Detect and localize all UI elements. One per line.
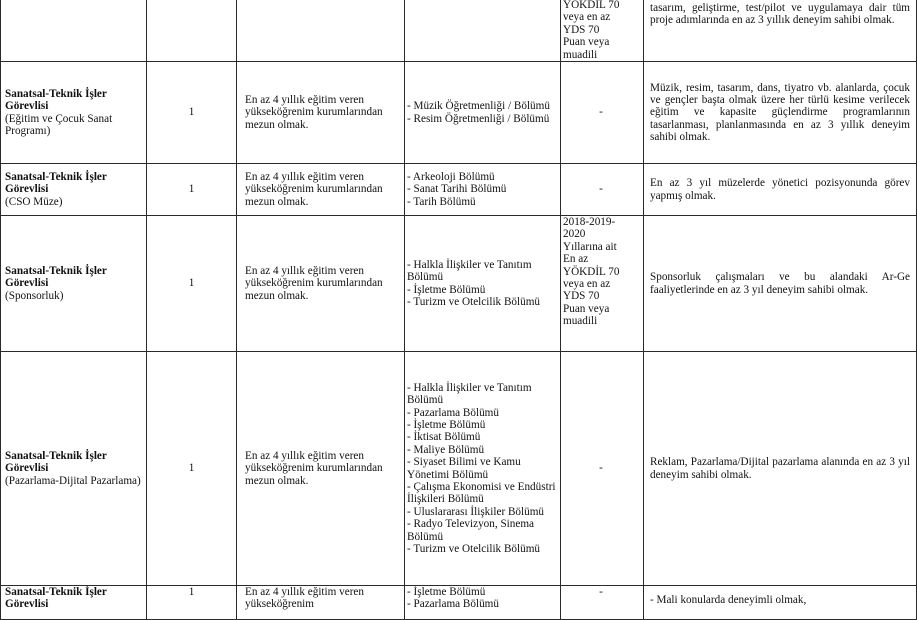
- position-cell: Sanatsal-Teknik İşler Görevlisi (Pazarlama-Dijital Pazarlama): [1, 352, 147, 586]
- table-row: [1, 586, 917, 620]
- requirement-cell: [237, 0, 405, 62]
- position-cell: Sanatsal-Teknik İşler Görevlisi (Sponsorluk): [1, 216, 147, 352]
- language-cell: -: [561, 352, 644, 586]
- count-cell: 1: [147, 352, 237, 586]
- position-cell: Sanatsal-Teknik İşler Görevlisi (Eğitim ve Çocuk Sanat Programı): [1, 62, 147, 164]
- requirement-cell: En az 4 yıllık eğitim veren yükseköğrenim: [237, 586, 405, 620]
- experience-cell: tasarım, geliştirme, test/pilot ve uygulamaya dair tüm proje adımlarında en az 3 yıllık deneyim sahibi olmak.: [644, 0, 917, 62]
- experience-cell: En az 3 yıl müzelerde yönetici pozisyonunda görev yapmış olmak.: [644, 164, 917, 216]
- requirement-cell: En az 4 yıllık eğitim veren yükseköğrenim kurumlarından mezun olmak.: [237, 164, 405, 216]
- language-cell: 2018-2019- 2020 Yıllarına ait En az YÖKDİL 70 veya en az YDS 70 Puan veya muadili: [561, 216, 644, 352]
- position-cell: Sanatsal-Teknik İşler Görevlisi: [1, 586, 147, 620]
- departments-cell: - İşletme Bölümü - Pazarlama Bölümü: [405, 586, 561, 620]
- departments-cell: - Müzik Öğretmenliği / Bölümü - Resim Öğretmenliği / Bölümü: [405, 62, 561, 164]
- experience-cell: Reklam, Pazarlama/Dijital pazarlama alanında en az 3 yıl deneyim sahibi olmak.: [644, 352, 917, 586]
- departments-cell: [405, 0, 561, 62]
- table-row: [1, 216, 917, 352]
- position-cell: Sanatsal-Teknik İşler Görevlisi (CSO Müze): [1, 164, 147, 216]
- position-cell: [1, 0, 147, 62]
- table-row: [1, 0, 917, 62]
- language-cell: YÖKDİL 70 veya en az YDS 70 Puan veya muadili: [561, 0, 644, 62]
- count-cell: 1: [147, 216, 237, 352]
- departments-cell: - Arkeoloji Bölümü - Sanat Tarihi Bölümü - Tarih Bölümü: [405, 164, 561, 216]
- count-cell: 1: [147, 586, 237, 620]
- experience-cell: - Mali konularda deneyimli olmak,: [644, 586, 917, 620]
- count-cell: [147, 0, 237, 62]
- experience-cell: Sponsorluk çalışmaları ve bu alandaki Ar-Ge faaliyetlerinde en az 3 yıl deneyim sahibi olmak.: [644, 216, 917, 352]
- table-row: [1, 352, 917, 586]
- departments-cell: - Halkla İlişkiler ve Tanıtım Bölümü - İşletme Bölümü - Turizm ve Otelcilik Bölümü: [405, 216, 561, 352]
- departments-cell: - Halkla İlişkiler ve Tanıtım Bölümü - Pazarlama Bölümü - İşletme Bölümü - İktisat Bölümü - Maliye Bölümü - Siyaset Bilimi ve Kamu Yönetimi Bölümü - Çalışma Ekonomisi ve Endüstri İlişkileri Bölümü - Uluslararası İlişkiler Bölümü - Radyo Televizyon, Sinema Bölümü - Turizm ve Otelcilik Bölümü: [405, 352, 561, 586]
- table-row: [1, 62, 917, 164]
- language-cell: -: [561, 62, 644, 164]
- count-cell: 1: [147, 164, 237, 216]
- experience-cell: Müzik, resim, tasarım, dans, tiyatro vb. alanlarda, çocuk ve gençler başta olmak üzere her türlü kesime verilecek eğitim ve kapasite güçlendirme programlarının tasarlanması, planlanmasında en az 3 yıllık deneyim sahibi olmak.: [644, 62, 917, 164]
- language-cell: -: [561, 586, 644, 620]
- requirement-cell: En az 4 yıllık eğitim veren yükseköğrenim kurumlarından mezun olmak.: [237, 216, 405, 352]
- count-cell: 1: [147, 62, 237, 164]
- requirement-cell: En az 4 yıllık eğitim veren yükseköğrenim kurumlarından mezun olmak.: [237, 352, 405, 586]
- table-row: [1, 164, 917, 216]
- language-cell: -: [561, 164, 644, 216]
- requirement-cell: En az 4 yıllık eğitim veren yükseköğrenim kurumlarından mezun olmak.: [237, 62, 405, 164]
